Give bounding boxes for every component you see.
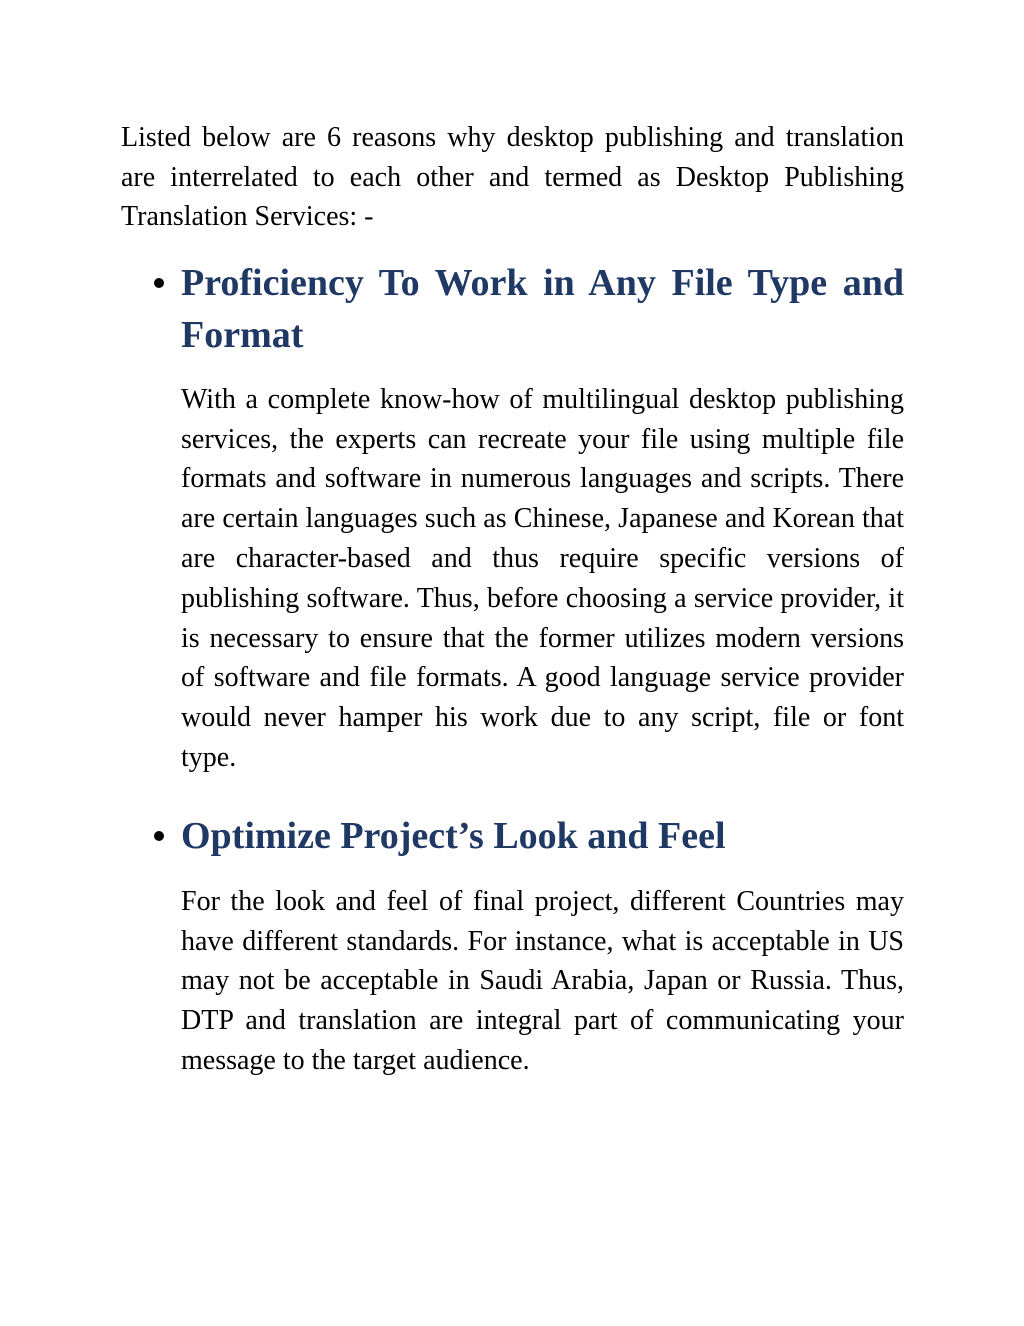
- section-body: With a complete know-how of multilingual desktop publishing services, the experts can recreate your file using multiple file formats and software in numerous languages and scripts. There are certain languages such as Chinese, Japanese and Korean that are character-based and thus require specific versions of publishing software. Thus, before choosing a service provider, it is necessary to ensure that the former utilizes modern versions of software and file formats. A good language service provider would never hamper his work due to any script, file or font type.: [181, 383, 904, 773]
- document-page: [121, 118, 904, 1081]
- section-file-type-format: [121, 257, 904, 778]
- bullet-icon: [154, 831, 164, 841]
- section-look-and-feel: [121, 810, 904, 1081]
- intro-paragraph: Listed below are 6 reasons why desktop publishing and translation are interrelated to each other and termed as Desktop Publishing Translation Services: -: [121, 122, 904, 233]
- section-heading: Optimize Project’s Look and Feel: [181, 814, 726, 857]
- bullet-icon: [154, 278, 164, 288]
- section-heading: Proficiency To Work in Any File Type and Format: [181, 261, 904, 356]
- section-body: For the look and feel of final project, different Countries may have different standards. For instance, what is acceptable in US may not be acceptable in Saudi Arabia, Japan or Russia. Thus, DTP and translation are integral part of communicating your message to the target audience.: [181, 885, 904, 1076]
